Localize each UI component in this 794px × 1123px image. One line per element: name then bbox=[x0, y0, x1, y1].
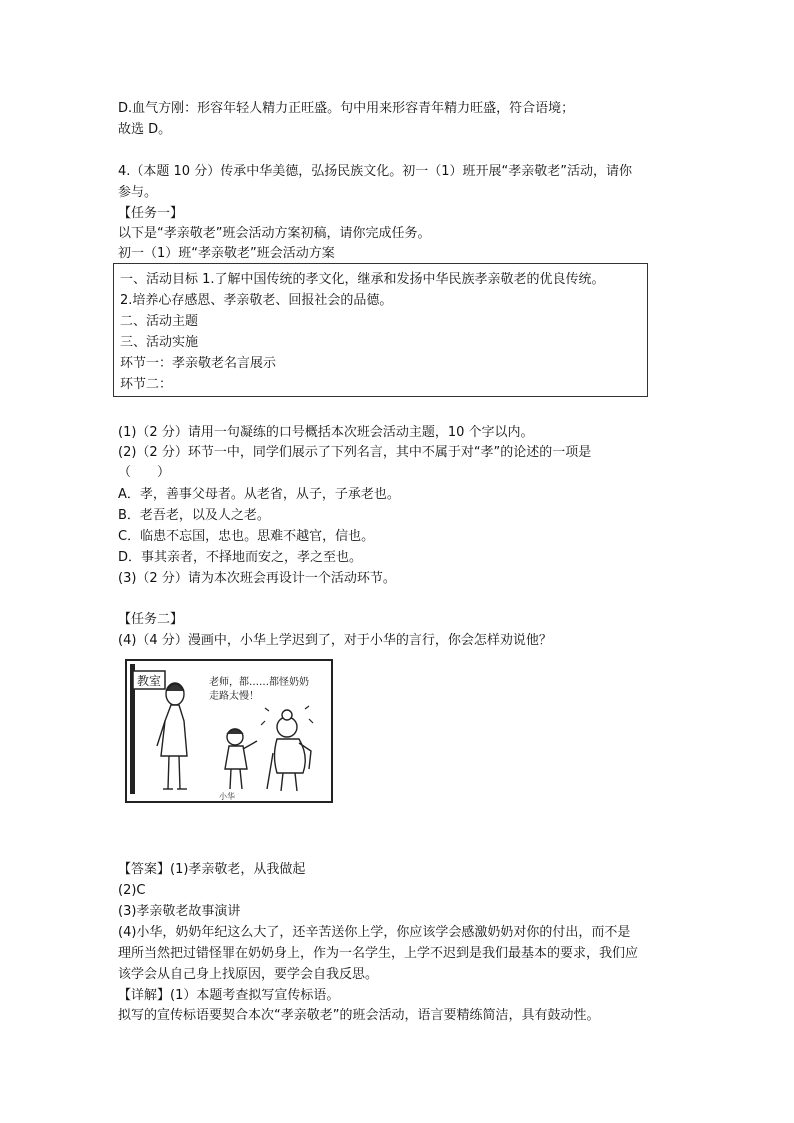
speech-line-1: 老师，都……都怪奶奶 bbox=[209, 677, 309, 688]
question-intro-line-2: 参与。 bbox=[118, 185, 158, 200]
option-b: B．老吾老，以及人之老。 bbox=[118, 508, 270, 523]
speech-line-2: 走路太慢！ bbox=[209, 691, 259, 702]
teacher-figure bbox=[157, 683, 187, 789]
question-intro-line-1: 4.（本题 10 分）传承中华美德，弘扬民族文化。初一（1）班开展“孝亲敬老”活动，请你 bbox=[118, 164, 632, 179]
plan-line: 环节二： bbox=[120, 377, 173, 392]
prev-answer-line-2: 故选 D。 bbox=[118, 122, 172, 137]
sub-question-3: (3)（2 分）请为本次班会再设计一个活动环节。 bbox=[118, 571, 396, 586]
answer-head: 【答案】(1)孝亲敬老，从我做起 bbox=[118, 862, 306, 877]
task2-title: 【任务二】 bbox=[118, 612, 184, 627]
plan-line: 环节一：孝亲敬老名言展示 bbox=[120, 356, 277, 371]
comic-drawing bbox=[127, 661, 331, 801]
answer-4-line-3: 该学会从自己身上找原因，要学会自我反思。 bbox=[118, 967, 379, 982]
answer-4-line-2: 理所当然把过错怪罪在奶奶身上，作为一名学生，上学不迟到是我们最基本的要求，我们应 bbox=[118, 946, 639, 961]
task1-description: 以下是“孝亲敬老”班会活动方案初稿，请你完成任务。 bbox=[118, 226, 431, 241]
option-a: A．孝，善事父母者。从老省，从子，子承老也。 bbox=[118, 487, 400, 502]
answer-4-line-1: (4)小华，奶奶年纪这么大了，还辛苦送你上学，你应该学会感激奶奶对你的付出，而不是 bbox=[118, 925, 631, 940]
plan-line: 一、活动目标 1.了解中国传统的孝文化，继承和发扬中华民族孝亲敬老的优良传统。 bbox=[120, 272, 605, 287]
grandma-figure bbox=[261, 706, 313, 791]
task1-title: 【任务一】 bbox=[118, 206, 184, 221]
option-c: C．临患不忘国，忠也。思难不越官，信也。 bbox=[118, 529, 375, 544]
sub-question-2-blank: （ ） bbox=[118, 465, 171, 480]
door-sign-text: 教室 bbox=[136, 674, 162, 688]
sub-question-2: (2)（2 分）环节一中，同学们展示了下列名言，其中不属于对“孝”的论述的一项是 bbox=[118, 445, 592, 460]
plan-line: 2.培养心存感恩、孝亲敬老、回报社会的品德。 bbox=[120, 293, 393, 308]
sub-question-4: (4)（4 分）漫画中，小华上学迟到了，对于小华的言行，你会怎样劝说他？ bbox=[118, 633, 552, 648]
plan-line: 三、活动实施 bbox=[120, 335, 199, 350]
xiaohua-figure bbox=[225, 729, 257, 789]
comic-caption: 小华 bbox=[219, 792, 235, 801]
detail-line-2: 拟写的宣传标语要契合本次“孝亲敬老”的班会活动，语言要精练简洁，具有鼓动性。 bbox=[118, 1008, 600, 1023]
prev-answer-line-1: D.血气方刚：形容年轻人精力正旺盛。句中用来形容青年精力旺盛，符合语境； bbox=[118, 101, 575, 116]
plan-line: 二、活动主题 bbox=[120, 314, 199, 329]
plan-title: 初一（1）班“孝亲敬老”班会活动方案 bbox=[118, 246, 335, 261]
detail-line-1: 【详解】(1）本题考查拟写宣传标语。 bbox=[118, 988, 340, 1003]
answer-3: (3)孝亲敬老故事演讲 bbox=[118, 904, 241, 919]
sub-question-1: (1)（2 分）请用一句凝练的口号概括本次班会活动主题，10 个字以内。 bbox=[118, 425, 534, 440]
comic-illustration bbox=[125, 659, 333, 803]
option-d: D．事其亲者，不择地而安之，孝之至也。 bbox=[118, 550, 363, 565]
activity-plan-box bbox=[113, 263, 648, 397]
answer-2: (2)C bbox=[118, 883, 146, 898]
